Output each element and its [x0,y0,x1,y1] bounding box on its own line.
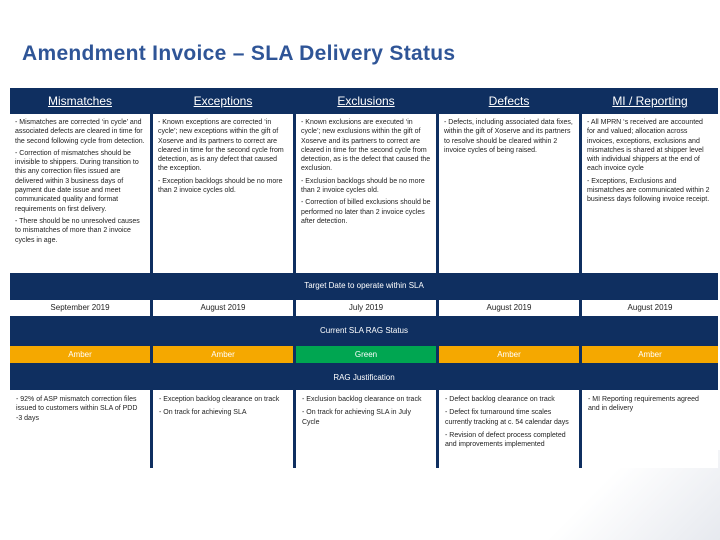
page-title: Amendment Invoice – SLA Delivery Status [22,42,456,65]
detail-text: - Correction of mismatches should be invisible to shippers. During transition to this any correction files issued are delivered within 3 business days of payment due date issue and meet communicated quality and format requirements on first delivery. [15,149,139,213]
justification-text: - Revision of defect process completed and improvements implemented [445,431,566,449]
justification-text: - 92% of ASP mismatch correction files issued to customers within SLA of PDD -3 days [16,396,138,422]
band-rag-justification: RAG Justification [333,373,395,382]
detail-defects [439,114,579,273]
detail-text: - Mismatches are corrected ‘in cycle’ and associated defects are cleared in time for the second following cycle from detection. [15,119,145,145]
target-date-exceptions: August 2019 [153,300,293,316]
rag-status-defects: Amber [439,346,579,363]
target-date-mismatches: September 2019 [10,300,150,316]
heading-exclusions: Exclusions [337,94,395,108]
justification-defects [439,390,579,468]
justification-exclusions [296,390,436,468]
justification-text: - Defect fix turnaround time scales currently tracking at c. 54 calendar days [445,409,569,426]
detail-mi-reporting [582,114,718,273]
heading-exceptions: Exceptions [193,94,253,108]
detail-text: - Known exclusions are executed ‘in cycle’; new exclusions within the gift of Xoserve and its partners to correct are cleared in time for the second cycle from detection, as is the defect that caused the exclusion. [301,119,431,173]
detail-mismatches [10,114,150,273]
justification-text: - Exclusion backlog clearance on track [302,396,422,403]
heading-defects: Defects [488,94,530,108]
detail-exceptions [153,114,293,273]
target-date-defects: August 2019 [439,300,579,316]
rag-status-mi-reporting: Amber [582,346,718,363]
detail-text: - Defects, including associated data fixes, within the gift of Xoserve and its partners to resolve should be cleared within 2 invoice cycles of being raised. [444,119,573,154]
justification-text: - Exception backlog clearance on track [159,396,280,403]
justification-text: - On track for achieving SLA in July Cycle [302,409,411,426]
justification-mi-reporting [582,390,718,468]
detail-text: - Exceptions, Exclusions and mismatches are communicated within 2 business days following invoice receipt. [587,177,710,204]
justification-text: - MI Reporting requirements agreed and in delivery [588,396,699,413]
justification-text: - Defect backlog clearance on track [445,396,555,403]
heading-mi-reporting: MI / Reporting [612,94,688,108]
detail-text: - All MPRN ‘s received are accounted for and valued; allocation across invoices, exceptions, exclusions and mismatches is shared at shipper level with individual shippers at the end of each invoice cycle [587,119,704,173]
rag-status-mismatches: Amber [10,346,150,363]
heading-mismatches: Mismatches [47,94,112,108]
justification-text: - On track for achieving SLA [159,409,247,417]
band-target-date: Target Date to operate within SLA [304,281,424,290]
band-rag-status: Current SLA RAG Status [319,326,409,335]
detail-text: - Known exceptions are corrected ‘in cycle’; new exceptions within the gift of Xoserve and its partners to correct are cleared in time for the second cycle from detection, as is any defect that caused the exception. [158,119,284,173]
detail-text: - Correction of billed exclusions should be performed no later than 2 invoice cycles after detection. [301,199,431,225]
target-date-mi-reporting: August 2019 [582,300,718,316]
justification-mismatches [10,390,150,468]
target-date-exclusions: July 2019 [296,300,436,316]
detail-text: - There should be no unresolved causes to mismatches of more than 2 invoice cycles in age. [15,217,140,244]
detail-text: - Exception backlogs should be no more than 2 invoice cycles old. [158,177,283,195]
detail-exclusions [296,114,436,273]
sla-status-board [10,88,718,468]
detail-text: - Exclusion backlogs should be no more than 2 invoice cycles old. [301,177,425,195]
justification-exceptions [153,390,293,468]
rag-status-exceptions: Amber [153,346,293,363]
rag-status-exclusions: Green [296,346,436,363]
